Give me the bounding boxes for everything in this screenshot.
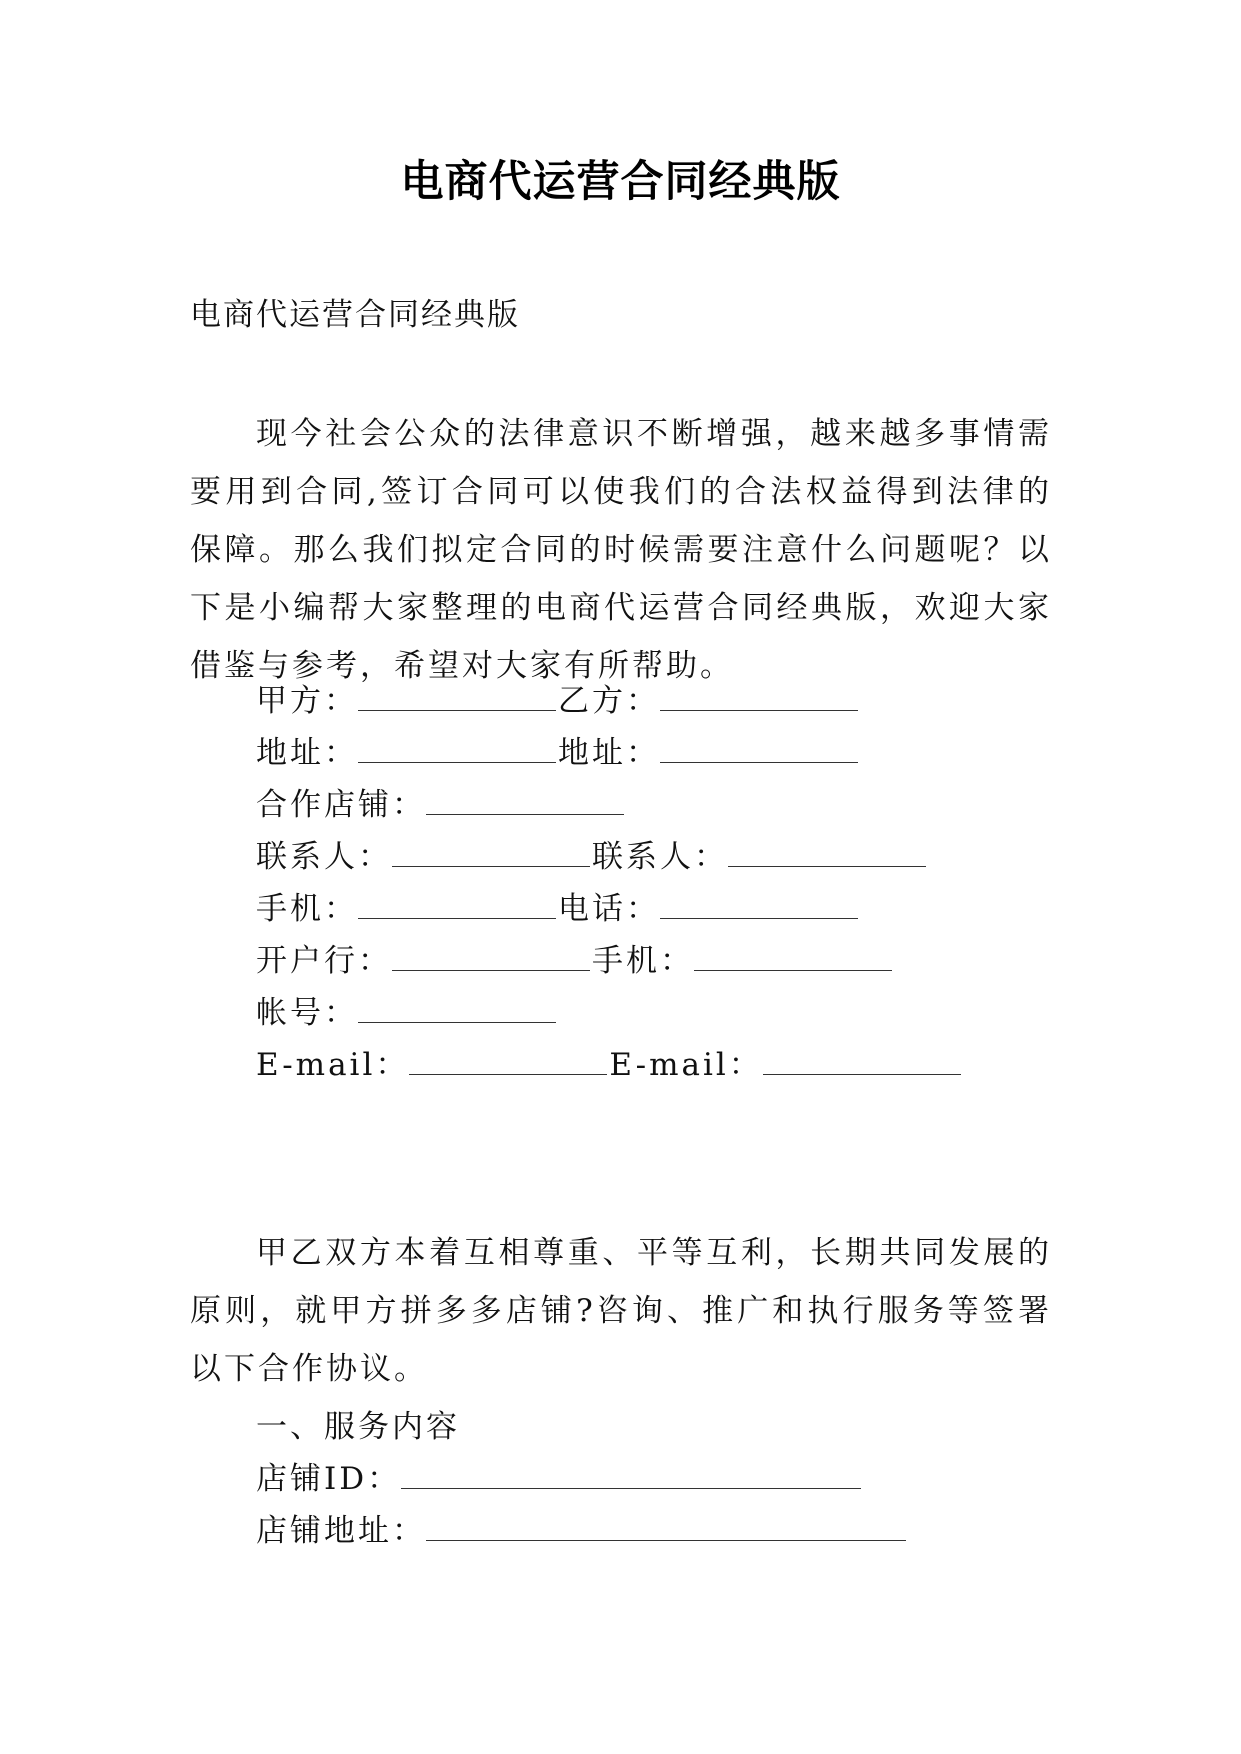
mobile-a-label: 手机： xyxy=(256,891,358,927)
account-row xyxy=(256,984,558,1042)
email-a-label: E-mail： xyxy=(256,1047,410,1083)
shop-id-row xyxy=(256,1450,863,1508)
address-b-label: 地址： xyxy=(558,735,660,771)
party-a-blank[interactable] xyxy=(358,686,556,711)
shop-id-blank[interactable] xyxy=(401,1464,861,1489)
party-b-blank[interactable] xyxy=(660,686,858,711)
section-heading: 一、服务内容 xyxy=(256,1409,460,1445)
phone-b-blank[interactable] xyxy=(660,894,858,919)
address-a-blank[interactable] xyxy=(358,738,556,763)
party-b-label: 乙方： xyxy=(558,683,660,719)
party-row xyxy=(256,672,860,730)
phone-row xyxy=(256,880,860,938)
shop-address-blank[interactable] xyxy=(426,1516,906,1541)
bank-row xyxy=(256,932,894,990)
email-b-blank[interactable] xyxy=(763,1050,961,1075)
shop-address-label: 店铺地址： xyxy=(256,1513,426,1549)
address-b-blank[interactable] xyxy=(660,738,858,763)
shop-label: 合作店铺： xyxy=(256,787,426,823)
contact-b-label: 联系人： xyxy=(592,839,728,875)
email-b-label: E-mail： xyxy=(609,1047,763,1083)
shop-id-label: 店铺ID： xyxy=(256,1461,402,1497)
contact-b-blank[interactable] xyxy=(728,842,926,867)
intro-paragraph: 现今社会公众的法律意识不断增强，越来越多事情需要用到合同,签订合同可以使我们的合法权益得到法律的保障。那么我们拟定合同的时候需要注意什么问题呢？以下是小编帮大家整理的电商代运营合同经典版，欢迎大家借鉴与参考，希望对大家有所帮助。 xyxy=(190,416,1052,684)
account-label: 帐号： xyxy=(256,995,358,1031)
address-row xyxy=(256,724,860,782)
address-a-label: 地址： xyxy=(256,735,358,771)
shop-address-row xyxy=(256,1502,908,1560)
contact-row xyxy=(256,828,928,886)
party-a-label: 甲方： xyxy=(256,683,358,719)
email-row xyxy=(256,1036,963,1094)
shop-blank[interactable] xyxy=(426,790,624,815)
mobile-b-label: 手机： xyxy=(592,943,694,979)
document-title: 电商代运营合同经典版 xyxy=(400,157,841,207)
account-blank[interactable] xyxy=(358,998,556,1023)
email-a-blank[interactable] xyxy=(409,1050,607,1075)
contact-a-label: 联系人： xyxy=(256,839,392,875)
shop-row xyxy=(256,776,626,834)
principle-paragraph: 甲乙双方本着互相尊重、平等互利，长期共同发展的原则，就甲方拼多多店铺?咨询、推广和执行服务等签署以下合作协议。 xyxy=(190,1235,1052,1387)
contact-a-blank[interactable] xyxy=(392,842,590,867)
phone-b-label: 电话： xyxy=(558,891,660,927)
mobile-b-blank[interactable] xyxy=(694,946,892,971)
mobile-a-blank[interactable] xyxy=(358,894,556,919)
bank-label: 开户行： xyxy=(256,943,392,979)
bank-blank[interactable] xyxy=(392,946,590,971)
document-subtitle: 电商代运营合同经典版 xyxy=(190,297,520,333)
